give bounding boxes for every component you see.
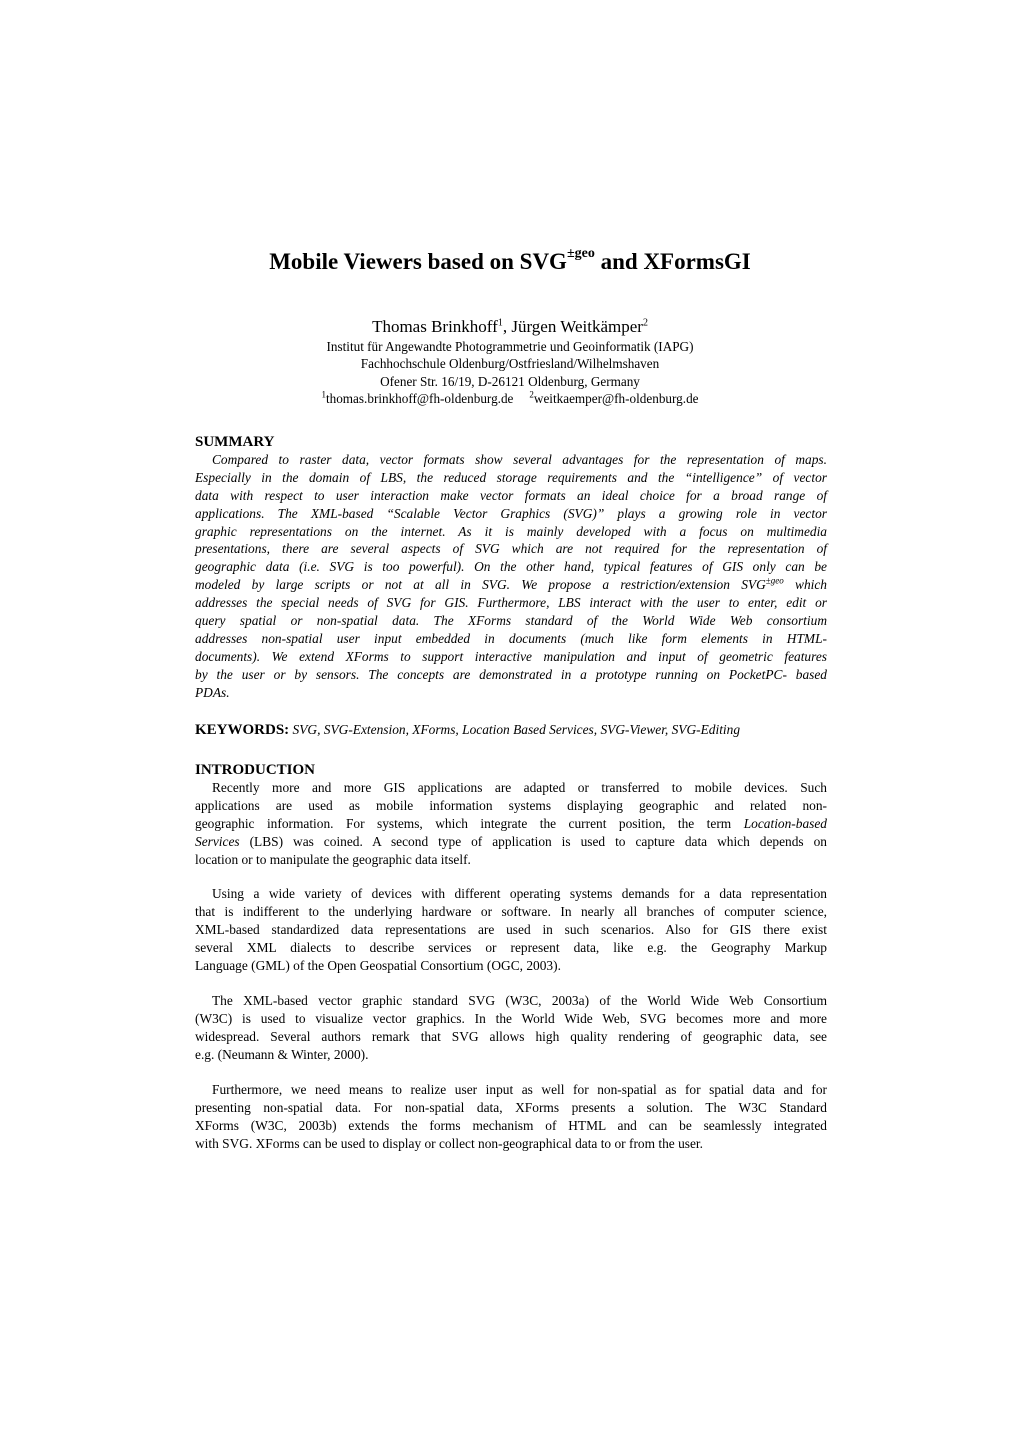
- summary-abstract: [195, 451, 827, 701]
- author-name-2: Jürgen Weitkämper: [511, 317, 643, 336]
- paragraph-line: XML-based standardized data representations are used in such scenarios. Also for GIS there exist: [195, 921, 827, 937]
- summary-line-text: modeled by large scripts or not at all in SVG. We propose a restriction/extension SVG: [195, 577, 766, 593]
- paragraph-line: widespread. Several authors remark that SVG allows high quality rendering of geographic data, see: [195, 1028, 827, 1044]
- paragraph-line: Furthermore, we need means to realize user input as well for non-spatial as for spatial data and for: [212, 1082, 827, 1097]
- paragraph-line: Recently more and more GIS applications are adapted or transferred to mobile devices. Such: [212, 780, 827, 795]
- summary-line: Especially in the domain of LBS, the reduced storage requirements and the “intelligence” of vector: [195, 469, 827, 485]
- term-location-based: Location-based: [743, 815, 827, 831]
- paragraph-line: several XML dialects to describe services or represent data, like e.g. the Geography Markup: [195, 939, 827, 955]
- keywords: [195, 721, 740, 739]
- summary-line: graphic representations on the internet. As it is mainly developed with a focus on multimedia: [195, 523, 827, 539]
- title-text: Mobile Viewers based on SVG: [269, 249, 567, 274]
- email-mark-1: 1: [321, 389, 326, 400]
- author-mark-1: 1: [497, 317, 503, 329]
- paragraph-line: e.g. (Neumann & Winter, 2000).: [195, 1046, 369, 1062]
- intro-paragraph-4: [195, 1081, 827, 1153]
- intro-paragraph-2: [195, 885, 827, 974]
- title-text-suffix: and XFormsGI: [594, 249, 751, 274]
- paragraph-line: Using a wide variety of devices with different operating systems demands for a data representation: [212, 886, 827, 901]
- author-separator: ,: [502, 317, 512, 336]
- email-1[interactable]: thomas.brinkhoff@fh-oldenburg.de: [325, 391, 514, 406]
- summary-line: by the user or by sensors. The concepts are demonstrated in a prototype running on PocketPC- based: [195, 666, 827, 682]
- paragraph-line: with SVG. XForms can be used to display or collect non-geographical data to or from the user.: [195, 1135, 703, 1151]
- author-name-1: Thomas Brinkhoff: [372, 317, 498, 336]
- author-mark-2: 2: [642, 317, 648, 329]
- summary-line: Compared to raster data, vector formats show several advantages for the representation of maps.: [212, 452, 827, 467]
- paragraph-line: that is indifferent to the underlying hardware or software. In nearly all branches of computer science,: [195, 903, 827, 919]
- summary-line: applications. The XML-based “Scalable Vector Graphics (SVG)” plays a growing role in vector: [195, 505, 827, 521]
- title-superscript: ±geo: [566, 246, 595, 262]
- paragraph-line: Language (GML) of the Open Geospatial Consortium (OGC, 2003).: [195, 957, 561, 973]
- keywords-list: SVG, SVG-Extension, XForms, Location Based Services, SVG-Viewer, SVG-Editing: [289, 722, 741, 737]
- summary-heading: SUMMARY: [195, 434, 275, 450]
- summary-line: addresses the special needs of SVG for GIS. Furthermore, LBS interact with the user to enter, edit or: [195, 595, 827, 611]
- summary-line: query spatial or non-spatial data. The XForms standard of the World Wide Web consortium: [195, 613, 827, 629]
- paragraph-line: [195, 815, 827, 833]
- intro-paragraph-1: [195, 779, 827, 868]
- email-mark-2: 2: [529, 389, 534, 400]
- affiliation-university: Fachhochschule Oldenburg/Ostfriesland/Wilhelmshaven: [360, 356, 660, 371]
- author-line: [0, 316, 1020, 338]
- summary-line: PDAs.: [195, 684, 230, 700]
- term-services: Services: [195, 833, 240, 849]
- paragraph-line: applications are used as mobile information systems displaying geographic and related non-: [195, 797, 827, 813]
- paragraph-line-text: (LBS) was coined. A second type of application is used to capture data which depends on: [239, 833, 827, 849]
- summary-line: presentations, there are several aspects of SVG which are not required for the representation of: [195, 541, 827, 557]
- summary-line: [195, 576, 827, 594]
- intro-paragraph-3: [195, 992, 827, 1064]
- affiliation-institute: Institut für Angewandte Photogrammetrie und Geoinformatik (IAPG): [326, 339, 694, 354]
- paragraph-line: presenting non-spatial data. For non-spatial data, XForms presents a solution. The W3C Standard: [195, 1099, 827, 1115]
- paragraph-line: [195, 833, 827, 851]
- summary-line: data with respect to user interaction make vector formats an ideal choice for a broad range of: [195, 487, 827, 503]
- paragraph-line: (W3C) is used to visualize vector graphics. In the World Wide Web, SVG becomes more and more: [195, 1010, 827, 1026]
- paragraph-line: The XML-based vector graphic standard SVG (W3C, 2003a) of the World Wide Web Consortium: [212, 993, 827, 1008]
- paper-title: [0, 247, 1020, 277]
- paragraph-line: XForms (W3C, 2003b) extends the forms mechanism of HTML and can be seamlessly integrated: [195, 1117, 827, 1133]
- author-emails: [0, 390, 1020, 408]
- email-2[interactable]: weitkaemper@fh-oldenburg.de: [533, 391, 699, 406]
- summary-line-text: which: [783, 577, 827, 593]
- svg-geo-superscript: ±geo: [765, 575, 784, 586]
- paragraph-line: location or to manipulate the geographic data itself.: [195, 851, 471, 867]
- summary-line: documents). We extend XForms to support interactive manipulation and input of geometric features: [195, 648, 827, 664]
- summary-line: geographic data (i.e. SVG is too powerful). On the other hand, typical features of GIS only can be: [195, 559, 827, 575]
- introduction-heading: INTRODUCTION: [195, 762, 316, 778]
- affiliation-address: Ofener Str. 16/19, D-26121 Oldenburg, Germany: [380, 374, 640, 389]
- keywords-label: KEYWORDS:: [195, 722, 290, 738]
- summary-line: addresses non-spatial user input embedded in documents (much like form elements in HTML-: [195, 630, 827, 646]
- paragraph-line-text: geographic information. For systems, which integrate the current position, the term: [195, 815, 744, 831]
